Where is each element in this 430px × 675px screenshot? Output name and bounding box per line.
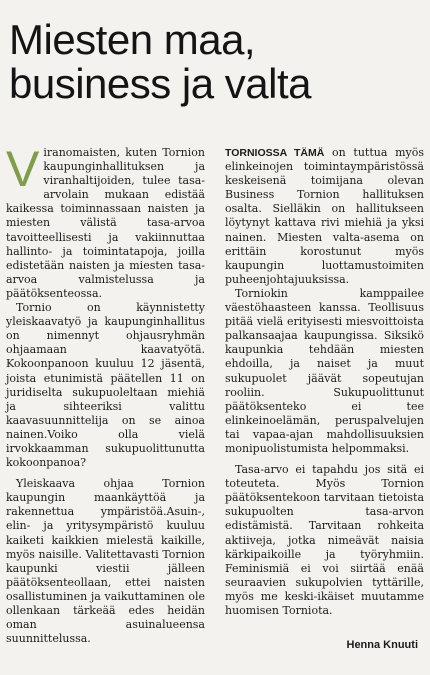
headline-line-1: Miesten maa, bbox=[9, 16, 256, 63]
paragraph-4 bbox=[225, 146, 424, 287]
paragraph-1 bbox=[6, 141, 205, 301]
headline bbox=[9, 18, 421, 106]
paragraph-2: Tornio on käynnistetty yleiskaavatyö ja kaupunginhallitus on nimennyt ohjausryhmän ohjaamaan kaavatyötä. Kokoonpanoon kuuluu 12 jäsentä, joista etunimistä päätellen 11 on juridiselta sukupuoleltaan miehiä ja sihteeriksi valittu kaavasuunnittelija on se ainoa nainen.Voiko olla vielä irvokkaamman sukupuolittunutta kokoonpanoa? bbox=[6, 301, 205, 470]
paragraph-3: Yleiskaava ohjaa Tornion kaupungin maankäyttöä ja rakennettua ympäristöä.Asuin-, elin- ja yritysympäristö kuuluu kaiketi kaikkien mielestä kaikille, myös naisille. Valitettavasti Tornion kaupunki viestii jälleen päätöksenteollaan, ettei naisten osallistuminen ja vaikuttaminen ole ollenkaan tärkeää edes heidän oman asuinalueensa suunnittelussa. bbox=[6, 477, 205, 646]
drop-cap: V bbox=[6, 141, 40, 197]
paragraph-4-text: on tuttua myös elinkeinojen toimintaympäristössä keskeisenä toimijana olevan Business Tornion hallituksen osalta. Sielläkin on hallitukseen löytynyt kattava rivi miehiä ja yksi nainen. Miesten valta-asema on erittäin korostunut myös kaupungin luottamustoimiten puheenjohtajuuksissa. bbox=[225, 146, 424, 286]
section-lead-in: TORNIOSSA TÄMÄ bbox=[225, 147, 325, 159]
article-column-right bbox=[225, 146, 424, 618]
article-column-left bbox=[6, 141, 205, 646]
author-byline: Henna Knuuti bbox=[346, 639, 418, 651]
headline-line-2: business ja valta bbox=[9, 60, 312, 107]
paragraph-6: Tasa-arvo ei tapahdu jos sitä ei toteuteta. Myös Tornion päätöksentekoon tarvitaan tietoista sukupuolten tasa-arvon edistämistä. Tarvitaan rohkeita aktiiveja, jotka nimeävät naisia kärkipaikoille ja työryhmiin. Feminismiä ei voi siirtää enää seuraavien sukupolvien tyttärille, myös me keski-ikäiset muutamme huomisen Torniota. bbox=[225, 463, 424, 617]
paragraph-5: Torniokin kamppailee väestöhaasteen kanssa. Teollisuus pitää vielä erityisesti miesvoittoista palkansaajaa kaupungissa. Siksikö kaupunkia tehdään miesten ehdoilla, ja naiset ja muut sukupuolet jäävät sopeutujan rooliin. Sukupuolittunut päätöksenteko ei tee elinkeinoelämän, peruspalvelujen tai vapaa-ajan mahdollisuuksien monipuolistumista helpommaksi. bbox=[225, 286, 424, 455]
paragraph-1-text: iranomaisten, kuten Tornion kaupunginhallituksen ja viranhaltijoiden, tulee tasa-arvolain mukaan edistää kaikessa toiminnassaan naisten ja miesten välistä tasa-arvoa tavoitteellisesti ja vakiinnuttaa hallinto- ja toimintatapoja, joilla edistetään naisten ja miesten tasa-arvoa valmistelussa ja päätöksenteossa. bbox=[6, 146, 205, 300]
